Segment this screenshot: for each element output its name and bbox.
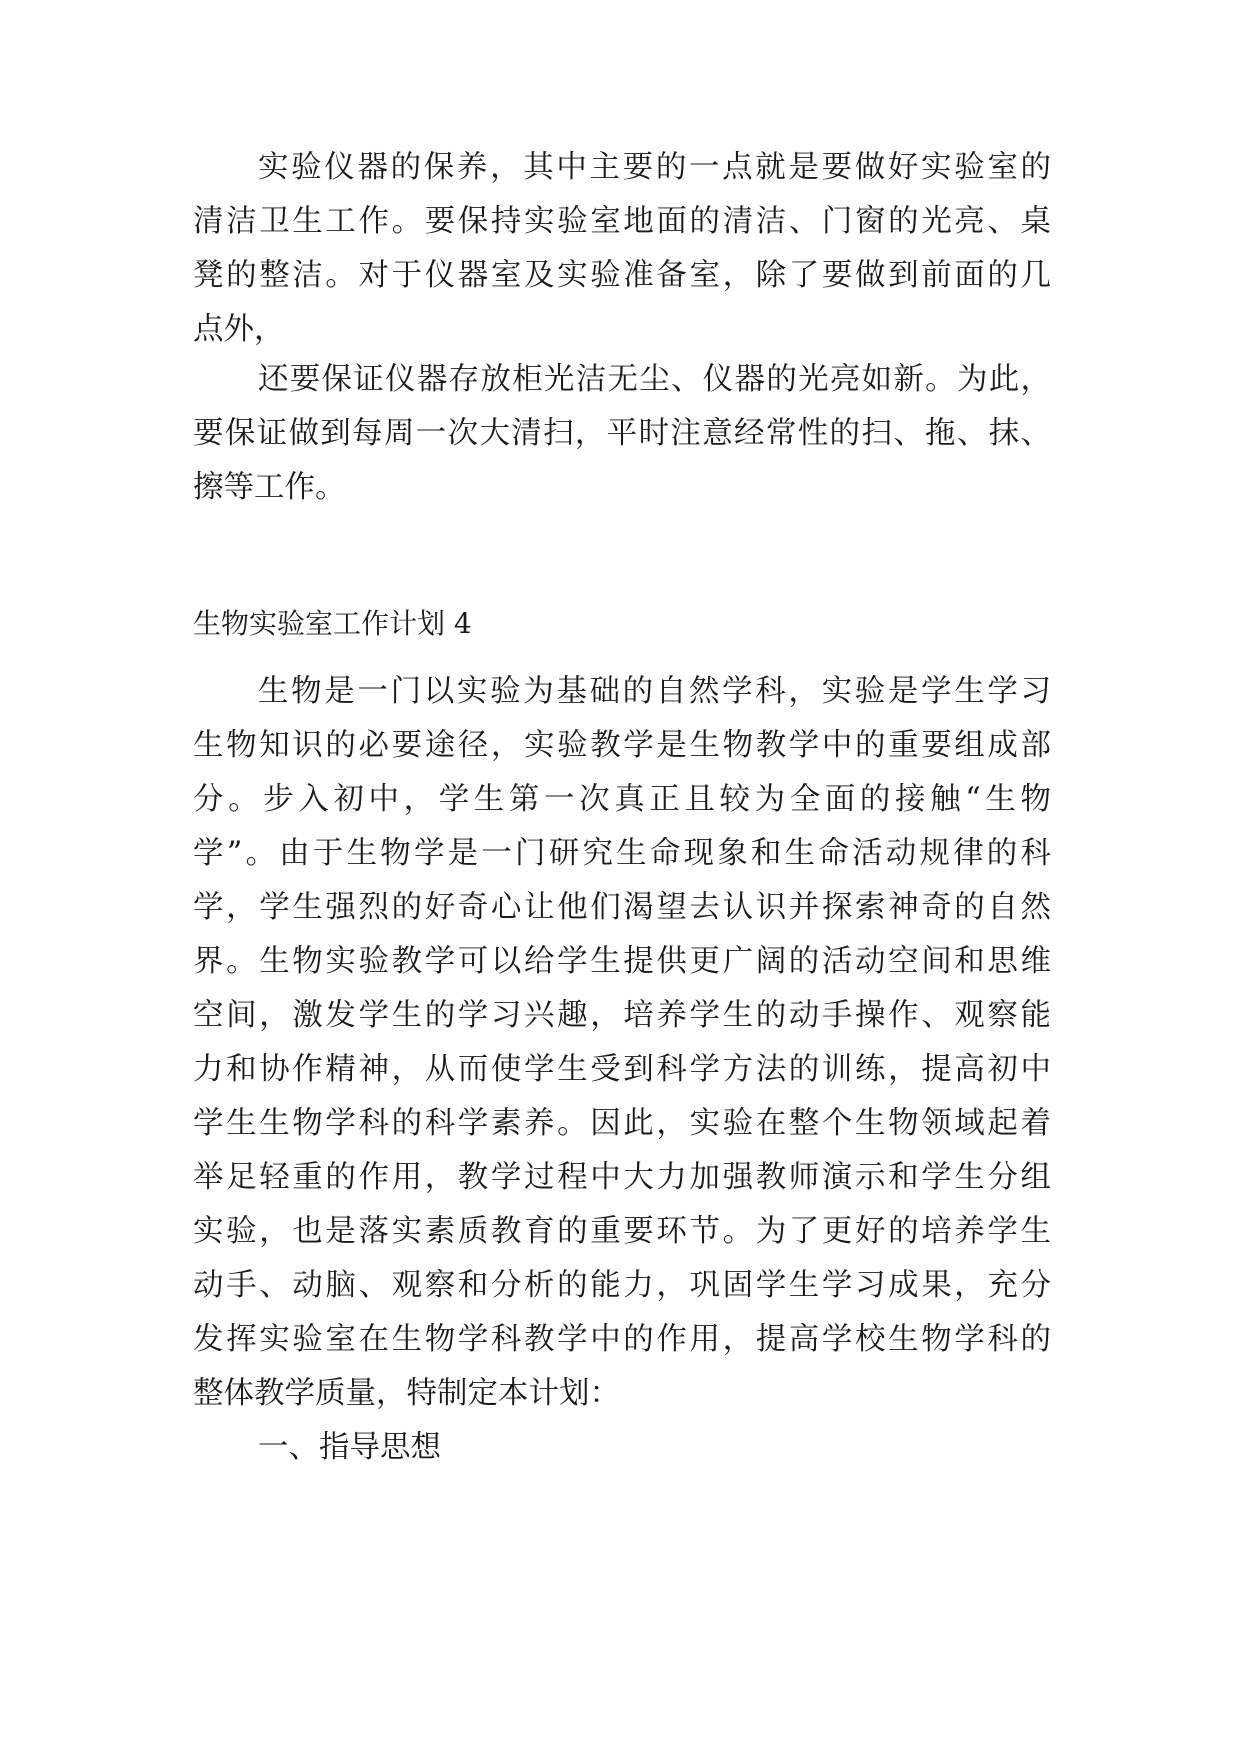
paragraph-line: 动手、动脑、观察和分析的能力，巩固学生学习成果，充分 bbox=[193, 1268, 1051, 1303]
paragraph-line: 要保证做到每周一次大清扫，平时注意经常性的扫、拖、抹、 bbox=[193, 416, 1051, 451]
paragraph-line: 学，学生强烈的好奇心让他们渴望去认识并探索神奇的自然 bbox=[193, 890, 1051, 925]
paragraph-line: 学”。由于生物学是一门研究生命现象和生命活动规律的科 bbox=[193, 836, 1051, 871]
paragraph-line: 学生生物学科的科学素养。因此，实验在整个生物领域起着 bbox=[193, 1106, 1051, 1141]
paragraph-line: 凳的整洁。对于仪器室及实验准备室，除了要做到前面的几 bbox=[193, 258, 1051, 293]
paragraph-line: 实验，也是落实素质教育的重要环节。为了更好的培养学生 bbox=[193, 1214, 1051, 1249]
paragraph-line: 空间，激发学生的学习兴趣，培养学生的动手操作、观察能 bbox=[193, 998, 1051, 1033]
paragraph-line: 生物知识的必要途径，实验教学是生物教学中的重要组成部 bbox=[193, 728, 1051, 763]
paragraph-line: 发挥实验室在生物学科教学中的作用，提高学校生物学科的 bbox=[193, 1322, 1051, 1357]
paragraph-line: 点外， bbox=[193, 312, 285, 347]
paragraph-line: 分。步入初中，学生第一次真正且较为全面的接触“生物 bbox=[193, 782, 1051, 817]
paragraph-line: 清洁卫生工作。要保持实验室地面的清洁、门窗的光亮、桌 bbox=[193, 204, 1051, 239]
paragraph-line: 界。生物实验教学可以给学生提供更广阔的活动空间和思维 bbox=[193, 944, 1051, 979]
paragraph-line: 举足轻重的作用，教学过程中大力加强教师演示和学生分组 bbox=[193, 1160, 1051, 1195]
paragraph-line: 力和协作精神，从而使学生受到科学方法的训练，提高初中 bbox=[193, 1052, 1051, 1087]
paragraph-line: 整体教学质量，特制定本计划： bbox=[193, 1376, 620, 1411]
paragraph-line: 生物是一门以实验为基础的自然学科，实验是学生学习 bbox=[258, 674, 1051, 709]
section-title-text: 生物实验室工作计划 4 bbox=[193, 607, 472, 640]
paragraph-line: 擦等工作。 bbox=[193, 470, 346, 505]
paragraph-line: 还要保证仪器存放柜光洁无尘、仪器的光亮如新。为此， bbox=[258, 362, 1051, 397]
paragraph-line: 实验仪器的保养，其中主要的一点就是要做好实验室的 bbox=[258, 150, 1051, 185]
subheading-text: 一、指导思想 bbox=[258, 1430, 441, 1465]
